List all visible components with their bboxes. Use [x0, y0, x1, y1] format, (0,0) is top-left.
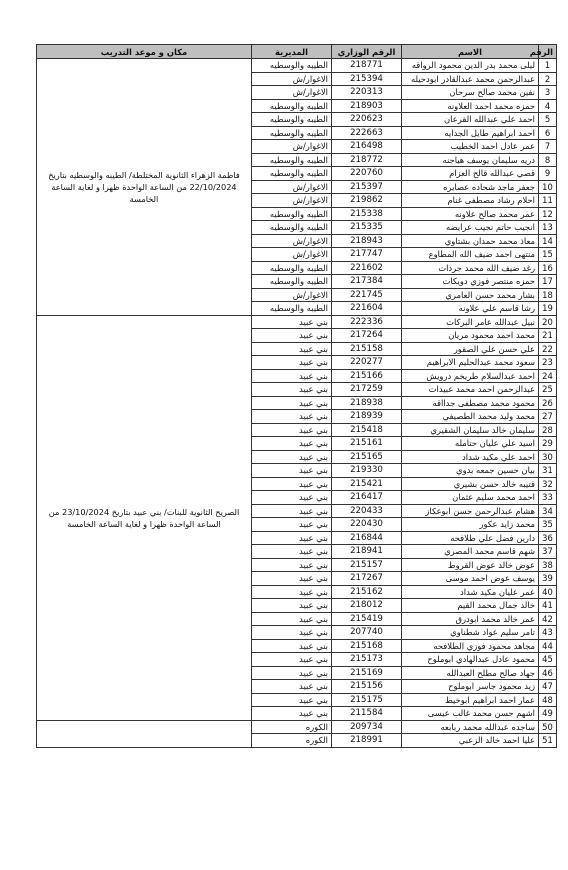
row-directorate: بني عبيد [252, 545, 332, 559]
row-number: 5 [539, 113, 557, 127]
row-name: قتيبه خالد حسن بشيري [402, 477, 539, 491]
row-ministerial-id: 215158 [332, 342, 402, 356]
row-number: 1 [539, 59, 557, 73]
row-name: بشار محمد حسن العامري [402, 288, 539, 302]
row-number: 4 [539, 99, 557, 113]
row-number: 24 [539, 369, 557, 383]
row-directorate: الطيبه والوسطيه [252, 153, 332, 167]
row-number: 29 [539, 437, 557, 451]
row-ministerial-id: 222336 [332, 315, 402, 329]
row-directorate: بني عبيد [252, 464, 332, 478]
row-number: 35 [539, 518, 557, 532]
row-name: هشام عبدالرحمن حسن ابوعكاز [402, 504, 539, 518]
row-directorate: بني عبيد [252, 329, 332, 343]
row-directorate: بني عبيد [252, 626, 332, 640]
row-ministerial-id: 215165 [332, 450, 402, 464]
row-ministerial-id: 215394 [332, 72, 402, 86]
row-directorate: بني عبيد [252, 410, 332, 424]
row-number: 17 [539, 275, 557, 289]
row-ministerial-id: 218943 [332, 234, 402, 248]
row-number: 7 [539, 140, 557, 154]
row-directorate: بني عبيد [252, 599, 332, 613]
row-name: شهم قاسم محمد المصري [402, 545, 539, 559]
row-ministerial-id: 215418 [332, 423, 402, 437]
row-name: سعود محمد عبدالحليم الابراهيم [402, 356, 539, 370]
row-ministerial-id: 218938 [332, 396, 402, 410]
row-ministerial-id: 219862 [332, 194, 402, 208]
row-directorate: بني عبيد [252, 585, 332, 599]
row-ministerial-id: 215161 [332, 437, 402, 451]
row-ministerial-id: 218941 [332, 545, 402, 559]
row-name: تامر سليم عواد شطناوي [402, 626, 539, 640]
training-table [36, 44, 557, 748]
row-ministerial-id: 221745 [332, 288, 402, 302]
row-name: حمزه منتصر فوزي دويكات [402, 275, 539, 289]
row-number: 23 [539, 356, 557, 370]
training-place-cell [37, 720, 252, 747]
row-number: 43 [539, 626, 557, 640]
row-ministerial-id: 215168 [332, 639, 402, 653]
row-ministerial-id: 218771 [332, 59, 402, 73]
row-number: 8 [539, 153, 557, 167]
table-row [37, 59, 557, 73]
row-ministerial-id: 217259 [332, 383, 402, 397]
row-directorate: الطيبه والوسطيه [252, 167, 332, 181]
row-directorate: بني عبيد [252, 437, 332, 451]
row-name: عوض خالد عوض القروط [402, 558, 539, 572]
row-number: 25 [539, 383, 557, 397]
table-row [37, 720, 557, 734]
row-number: 37 [539, 545, 557, 559]
row-number: 48 [539, 693, 557, 707]
table-row [37, 315, 557, 329]
row-ministerial-id: 221602 [332, 261, 402, 275]
row-directorate: بني عبيد [252, 680, 332, 694]
row-directorate: بني عبيد [252, 666, 332, 680]
row-name: جهاد صالح مطلح العبدالله [402, 666, 539, 680]
row-directorate: بني عبيد [252, 450, 332, 464]
table-header-row [37, 45, 557, 59]
row-name: اشهم حسن محمد غالب عيسى [402, 707, 539, 721]
row-name: محمد احمد محمود مريان [402, 329, 539, 343]
row-number: 41 [539, 599, 557, 613]
row-number: 42 [539, 612, 557, 626]
row-name: احمد محمد سليم عثمان [402, 491, 539, 505]
row-directorate: بني عبيد [252, 612, 332, 626]
row-number: 16 [539, 261, 557, 275]
row-ministerial-id: 215397 [332, 180, 402, 194]
row-name: جعفر ماجد شحاده عصايره [402, 180, 539, 194]
row-ministerial-id: 216498 [332, 140, 402, 154]
row-number: 26 [539, 396, 557, 410]
row-ministerial-id: 220430 [332, 518, 402, 532]
row-name: رغد ضيف الله محمد جردات [402, 261, 539, 275]
row-number: 45 [539, 653, 557, 667]
row-directorate: الاغوار/ش [252, 72, 332, 86]
row-name: دارين فضل علي طلافحه [402, 531, 539, 545]
row-name: حمزه محمد احمد العلاونه [402, 99, 539, 113]
row-ministerial-id: 215169 [332, 666, 402, 680]
row-directorate: بني عبيد [252, 639, 332, 653]
row-directorate: الطيبه والوسطيه [252, 261, 332, 275]
row-number: 40 [539, 585, 557, 599]
row-number: 3 [539, 86, 557, 100]
row-name: دريه سليمان يوسف هياجنه [402, 153, 539, 167]
row-directorate: بني عبيد [252, 518, 332, 532]
row-directorate: الاغوار/ش [252, 288, 332, 302]
header-place: مكان و موعد التدريب [37, 45, 252, 59]
row-number: 47 [539, 680, 557, 694]
row-name: قصي عبدالله قالح العزام [402, 167, 539, 181]
row-directorate: بني عبيد [252, 423, 332, 437]
row-number: 9 [539, 167, 557, 181]
row-number: 20 [539, 315, 557, 329]
row-ministerial-id: 215156 [332, 680, 402, 694]
header-name: الاسم [402, 45, 539, 59]
row-number: 49 [539, 707, 557, 721]
row-number: 27 [539, 410, 557, 424]
row-directorate: الطيبه والوسطيه [252, 59, 332, 73]
row-number: 10 [539, 180, 557, 194]
row-name: عليا احمد خالد الزعبي [402, 734, 539, 748]
row-number: 19 [539, 302, 557, 316]
row-number: 11 [539, 194, 557, 208]
row-name: عمر عادل احمد الخطيب [402, 140, 539, 154]
row-directorate: بني عبيد [252, 342, 332, 356]
row-ministerial-id: 215175 [332, 693, 402, 707]
row-ministerial-id: 216417 [332, 491, 402, 505]
row-number: 30 [539, 450, 557, 464]
row-name: نفين محمد صالح سرحان [402, 86, 539, 100]
row-number: 15 [539, 248, 557, 262]
row-name: احمد ابراهيم طايل الجدايه [402, 126, 539, 140]
row-name: احمد علي مكيد شداد [402, 450, 539, 464]
row-number: 21 [539, 329, 557, 343]
document-sheet [36, 44, 556, 748]
row-number: 33 [539, 491, 557, 505]
row-name: ليلى محمد بدر الدين محمود الرواقه [402, 59, 539, 73]
row-number: 28 [539, 423, 557, 437]
training-place-cell: فاطمة الزهراء الثانوية المختلطة/ الطيبه والوسطيه بتاريخ 22/10/2024 من الساعة الواحدة ظهرا و لغاية الساعة الخامسة [37, 59, 252, 316]
row-name: نبيل عبدالله عامر البركات [402, 315, 539, 329]
row-name: محمود عادل عبدالهادي ابوملوح [402, 653, 539, 667]
row-ministerial-id: 217264 [332, 329, 402, 343]
row-number: 14 [539, 234, 557, 248]
row-ministerial-id: 215335 [332, 221, 402, 235]
row-directorate: الاغوار/ش [252, 86, 332, 100]
row-directorate: بني عبيد [252, 693, 332, 707]
row-directorate: بني عبيد [252, 491, 332, 505]
row-name: احمد عبدالسلام طريخم درويش [402, 369, 539, 383]
row-ministerial-id: 217747 [332, 248, 402, 262]
row-ministerial-id: 218772 [332, 153, 402, 167]
row-directorate: الاغوار/ش [252, 194, 332, 208]
row-ministerial-id: 215419 [332, 612, 402, 626]
row-directorate: الاغوار/ش [252, 248, 332, 262]
row-number: 46 [539, 666, 557, 680]
row-name: رشا قاسم علي علاونه [402, 302, 539, 316]
row-directorate: بني عبيد [252, 369, 332, 383]
row-number: 51 [539, 734, 557, 748]
row-directorate: بني عبيد [252, 531, 332, 545]
row-name: معاذ محمد حمدان بشتاوي [402, 234, 539, 248]
row-directorate: الطيبه والوسطيه [252, 113, 332, 127]
row-directorate: الطيبه والوسطيه [252, 221, 332, 235]
row-number: 13 [539, 221, 557, 235]
row-name: عبدالرحمن احمد محمد عبيدات [402, 383, 539, 397]
row-ministerial-id: 217267 [332, 572, 402, 586]
row-directorate: الاغوار/ش [252, 234, 332, 248]
table-body [37, 59, 557, 748]
row-directorate: بني عبيد [252, 356, 332, 370]
row-directorate: بني عبيد [252, 383, 332, 397]
row-name: محمد زايد عكور [402, 518, 539, 532]
row-number: 36 [539, 531, 557, 545]
row-name: يوسف عوض احمد موسى [402, 572, 539, 586]
row-name: عمار احمد ابراهيم ابوخيط [402, 693, 539, 707]
header-directorate: المديرية [252, 45, 332, 59]
row-name: محمد وليد محمد الطصيفي [402, 410, 539, 424]
row-number: 32 [539, 477, 557, 491]
row-ministerial-id: 218012 [332, 599, 402, 613]
row-ministerial-id: 209734 [332, 720, 402, 734]
row-ministerial-id: 220760 [332, 167, 402, 181]
row-number: 34 [539, 504, 557, 518]
row-number: 39 [539, 572, 557, 586]
row-name: عمر محمد صالح علاونه [402, 207, 539, 221]
row-ministerial-id: 215162 [332, 585, 402, 599]
row-name: بيان حسين جمعه بدوي [402, 464, 539, 478]
row-ministerial-id: 220433 [332, 504, 402, 518]
row-directorate: بني عبيد [252, 653, 332, 667]
row-directorate: بني عبيد [252, 707, 332, 721]
row-directorate: الاغوار/ش [252, 140, 332, 154]
row-name: سليمان خالد سليمان الشقيري [402, 423, 539, 437]
row-ministerial-id: 215173 [332, 653, 402, 667]
row-number: 2 [539, 72, 557, 86]
row-ministerial-id: 215166 [332, 369, 402, 383]
row-directorate: بني عبيد [252, 572, 332, 586]
row-number: 12 [539, 207, 557, 221]
row-name: اسيد علي عليان حتامله [402, 437, 539, 451]
row-ministerial-id: 215421 [332, 477, 402, 491]
row-directorate: الطيبه والوسطيه [252, 126, 332, 140]
row-ministerial-id: 207740 [332, 626, 402, 640]
row-name: احلام رشاد مصطفى غنام [402, 194, 539, 208]
row-name: علي حسن علي الصقور [402, 342, 539, 356]
row-ministerial-id: 219330 [332, 464, 402, 478]
row-ministerial-id: 218939 [332, 410, 402, 424]
row-number: 18 [539, 288, 557, 302]
row-ministerial-id: 218991 [332, 734, 402, 748]
row-directorate: الطيبه والوسطيه [252, 302, 332, 316]
row-name: خالد جمال محمد القيم [402, 599, 539, 613]
row-ministerial-id: 220623 [332, 113, 402, 127]
training-place-cell: الصريح الثانوية للبنات/ بني عبيد بتاريخ 23/10/2024 من الساعة الواحدة ظهرا و لغاية الساعة الخامسة [37, 315, 252, 720]
row-ministerial-id: 221604 [332, 302, 402, 316]
row-name: عمر عليان مكيد شداد [402, 585, 539, 599]
row-number: 6 [539, 126, 557, 140]
row-ministerial-id: 222663 [332, 126, 402, 140]
row-directorate: بني عبيد [252, 396, 332, 410]
row-ministerial-id: 215157 [332, 558, 402, 572]
row-ministerial-id: 215338 [332, 207, 402, 221]
row-ministerial-id: 218903 [332, 99, 402, 113]
row-name: انجيب حاتم نجيب عرايضه [402, 221, 539, 235]
row-directorate: الطيبه والوسطيه [252, 275, 332, 289]
row-directorate: بني عبيد [252, 315, 332, 329]
row-directorate: بني عبيد [252, 504, 332, 518]
row-ministerial-id: 220313 [332, 86, 402, 100]
row-number: 38 [539, 558, 557, 572]
header-num: الرقم [539, 45, 557, 59]
row-ministerial-id: 211584 [332, 707, 402, 721]
row-directorate: الكوره [252, 720, 332, 734]
row-ministerial-id: 216844 [332, 531, 402, 545]
row-directorate: الطيبه والوسطيه [252, 207, 332, 221]
row-number: 44 [539, 639, 557, 653]
row-directorate: بني عبيد [252, 558, 332, 572]
row-number: 31 [539, 464, 557, 478]
row-ministerial-id: 220277 [332, 356, 402, 370]
header-ministerial-id: الرقم الوزاري [332, 45, 402, 59]
row-name: احمد علي عبدالله القرعان [402, 113, 539, 127]
row-directorate: الاغوار/ش [252, 180, 332, 194]
row-name: زيد محمود جاسر ابوملوح [402, 680, 539, 694]
row-name: ساجده عبدالله محمد ربابعه [402, 720, 539, 734]
row-directorate: بني عبيد [252, 477, 332, 491]
row-name: عمر خالد محمد ابودرق [402, 612, 539, 626]
row-number: 50 [539, 720, 557, 734]
row-name: عبدالرحمن محمد عبدالقادر ابودحيله [402, 72, 539, 86]
row-name: منتهى احمد ضيف الله المطاوع [402, 248, 539, 262]
row-ministerial-id: 217384 [332, 275, 402, 289]
row-name: محمود محمد مصطفى جدااقه [402, 396, 539, 410]
row-number: 22 [539, 342, 557, 356]
row-directorate: الطيبه والوسطيه [252, 99, 332, 113]
row-directorate: الكوره [252, 734, 332, 748]
row-name: مجاهد محمود فوزي الطلافحه [402, 639, 539, 653]
